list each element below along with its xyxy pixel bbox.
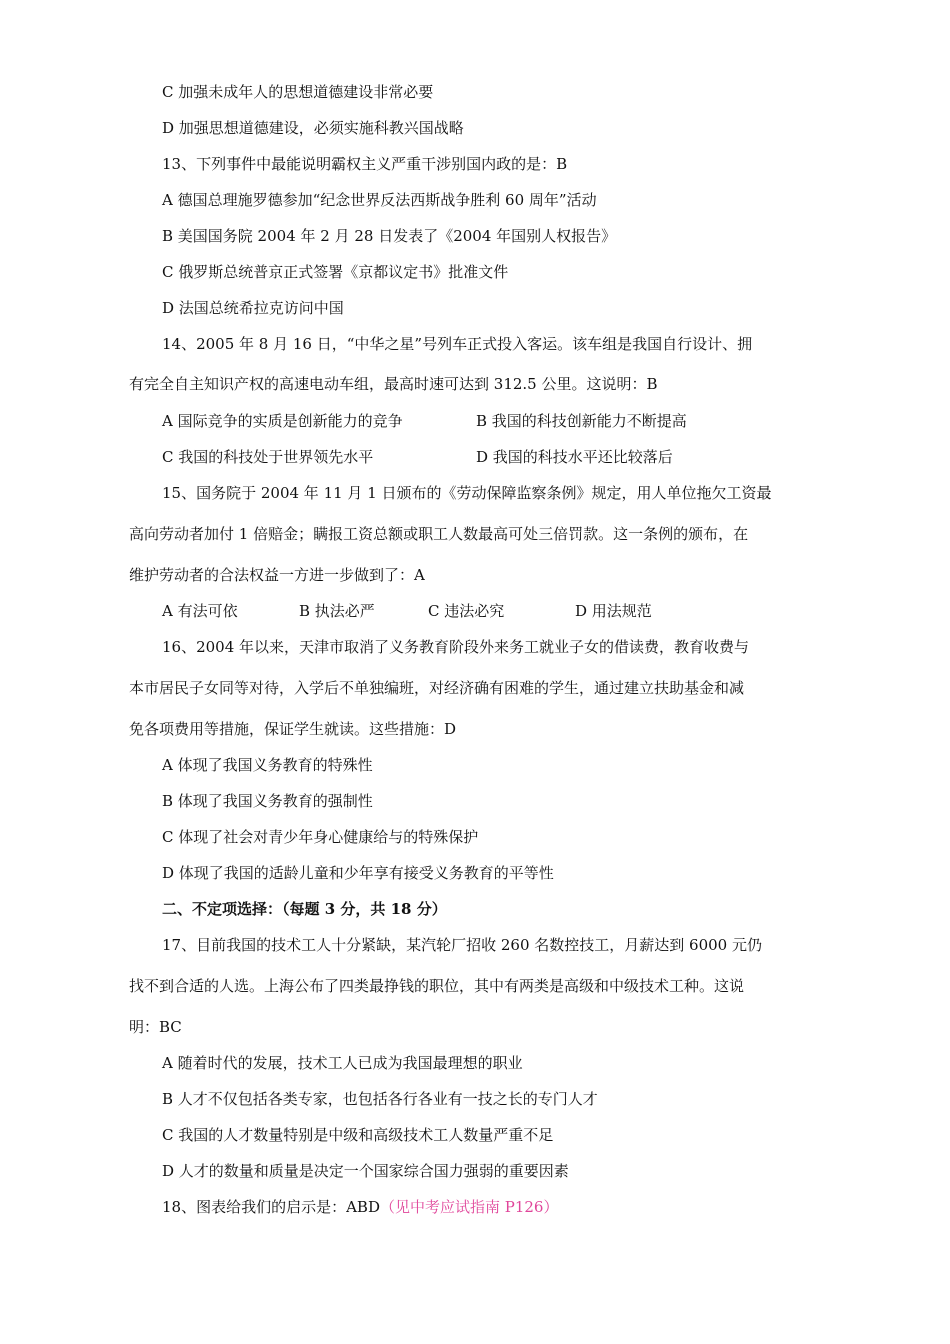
question-17-line-2: 找不到合适的人选。上海公布了四类最挣钱的职位，其中有两类是高级和中级技术工种。这说: [129, 977, 745, 995]
question-17-line-3: 明：BC: [129, 1018, 182, 1036]
question-15-option-a: A 有法可依: [162, 602, 238, 620]
section-2-heading: 二、不定项选择：（每题 3 分，共 18 分）: [162, 900, 447, 918]
question-18-text: 18、图表给我们的启示是：ABD: [162, 1198, 380, 1216]
question-17-option-a: A 随着时代的发展，技术工人已成为我国最理想的职业: [162, 1054, 523, 1072]
question-15-option-c: C 违法必究: [428, 602, 505, 620]
question-16-option-a: A 体现了我国义务教育的特殊性: [162, 756, 373, 774]
question-14-option-c: C 我国的科技处于世界领先水平: [162, 448, 374, 466]
question-15-option-d: D 用法规范: [575, 602, 652, 620]
option-d-line: D 加强思想道德建设，必须实施科教兴国战略: [162, 119, 464, 137]
question-18: [162, 1197, 558, 1217]
question-17-option-c: C 我国的人才数量特别是中级和高级技术工人数量严重不足: [162, 1126, 554, 1144]
question-14-line-2: 有完全自主知识产权的高速电动车组，最高时速可达到 312.5 公里。这说明：B: [129, 375, 658, 393]
question-15-line-2: 高向劳动者加付 1 倍赔金；瞒报工资总额或职工人数最高可处三倍罚款。这一条例的颁布，在: [129, 525, 749, 543]
question-17-line-1: 17、目前我国的技术工人十分紧缺，某汽轮厂招收 260 名数控技工，月薪达到 6000 元仍: [162, 936, 762, 954]
question-13-option-c: C 俄罗斯总统普京正式签署《京都议定书》批准文件: [162, 263, 509, 281]
option-c-line: C 加强未成年人的思想道德建设非常必要: [162, 83, 434, 101]
question-16-option-d: D 体现了我国的适龄儿童和少年享有接受义务教育的平等性: [162, 864, 554, 882]
question-17-option-d: D 人才的数量和质量是决定一个国家综合国力强弱的重要因素: [162, 1162, 569, 1180]
question-13-option-b: B 美国国务院 2004 年 2 月 28 日发表了《2004 年国别人权报告》: [162, 227, 617, 245]
question-14-option-d: D 我国的科技水平还比较落后: [476, 448, 673, 466]
question-15-line-1: 15、国务院于 2004 年 11 月 1 日颁布的《劳动保障监察条例》规定，用人单位拖欠工资最: [162, 484, 772, 502]
question-16-option-c: C 体现了社会对青少年身心健康给与的特殊保护: [162, 828, 479, 846]
question-14-line-1: 14、2005 年 8 月 16 日，“中华之星”号列车正式投入客运。该车组是我国自行设计、拥: [162, 335, 753, 353]
question-16-line-3: 免各项费用等措施，保证学生就读。这些措施：D: [129, 720, 457, 738]
question-16-line-1: 16、2004 年以来，天津市取消了义务教育阶段外来务工就业子女的借读费，教育收费与: [162, 638, 750, 656]
question-15-line-3: 维护劳动者的合法权益一方进一步做到了：A: [129, 566, 425, 584]
question-14-option-a: A 国际竞争的实质是创新能力的竞争: [162, 412, 403, 430]
question-14-option-b: B 我国的科技创新能力不断提高: [476, 412, 687, 430]
question-13-option-d: D 法国总统希拉克访问中国: [162, 299, 344, 317]
question-18-reference-note: （见中考应试指南 P126）: [379, 1198, 559, 1216]
question-13-option-a: A 德国总理施罗德参加“纪念世界反法西斯战争胜利 60 周年”活动: [162, 191, 597, 209]
question-17-option-b: B 人才不仅包括各类专家，也包括各行各业有一技之长的专门人才: [162, 1090, 598, 1108]
question-15-option-b: B 执法必严: [299, 602, 375, 620]
question-16-option-b: B 体现了我国义务教育的强制性: [162, 792, 373, 810]
question-13: 13、下列事件中最能说明霸权主义严重干涉别国内政的是：B: [162, 155, 568, 173]
question-16-line-2: 本市居民子女同等对待，入学后不单独编班，对经济确有困难的学生，通过建立扶助基金和减: [129, 679, 745, 697]
